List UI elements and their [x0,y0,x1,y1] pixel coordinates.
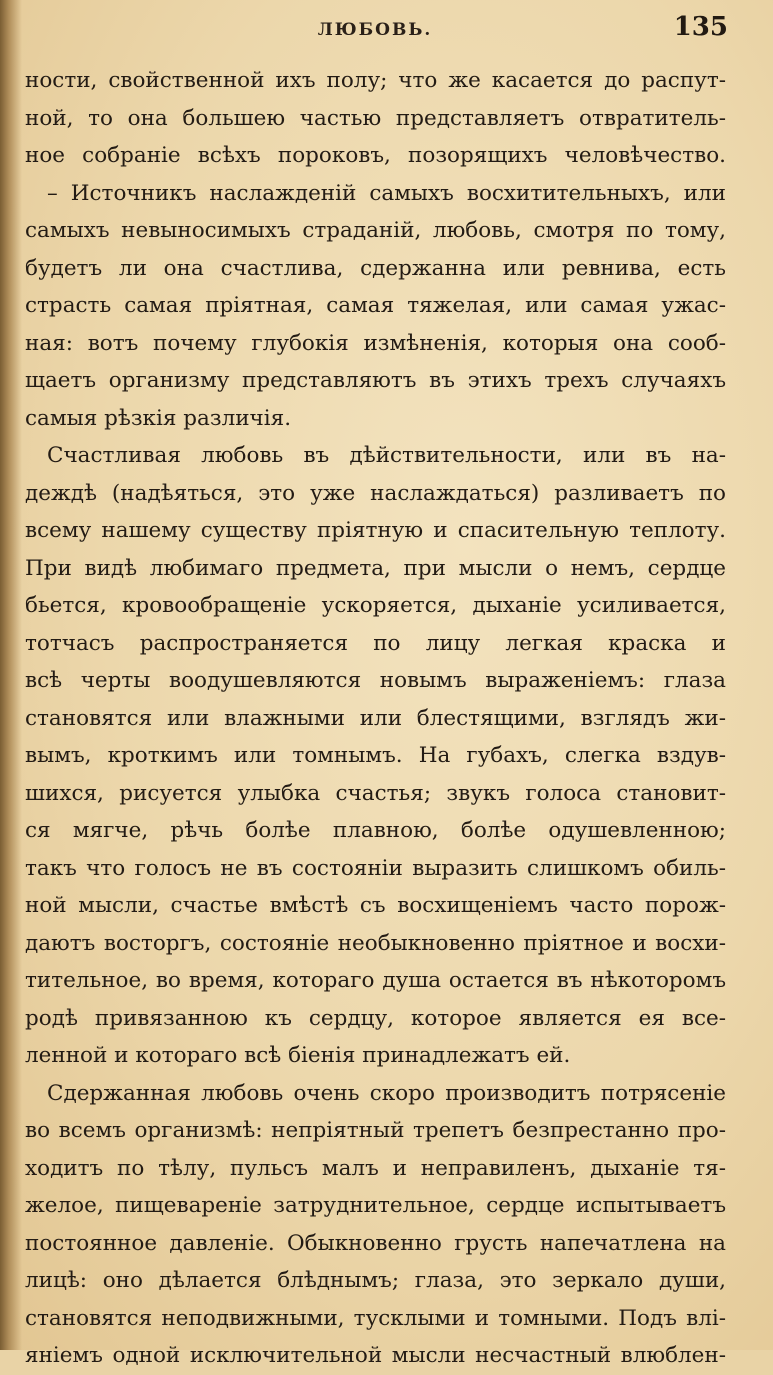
page-number: 135 [673,12,728,42]
text-line: ся мягче, рѣчь болѣе плавною, болѣе одушевленною; [25,818,726,843]
text-line: лицѣ: оно дѣлается блѣднымъ; глаза, это зеркало души, [25,1268,726,1293]
text-line: желое, пищевареніе затруднительное, сердце испытываетъ [25,1193,726,1218]
text-line: становятся неподвижными, тусклыми и томными. Подъ влі- [25,1305,726,1331]
text-line: родѣ привязанною къ сердцу, которое является ея все- [25,1005,726,1031]
text-line: Счастливая любовь въ дѣйствительности, или въ на- [47,443,726,468]
text-line: деждѣ (надѣяться, это уже наслаждаться) разливаетъ по [25,480,726,506]
text-line: – Источникъ наслажденій самыхъ восхитительныхъ, или [47,180,726,206]
text-line: страсть самая пріятная, самая тяжелая, или самая ужас- [25,293,726,318]
text-line: будетъ ли она счастлива, сдержанна или ревнива, есть [25,255,726,281]
text-line: ности, свойственной ихъ полу; что же касается до распут- [25,68,726,93]
text-line: постоянное давленіе. Обыкновенно грусть напечатлена на [25,1230,726,1256]
text-line: ное собраніе всѣхъ пороковъ, позорящихъ человѣчество. [25,143,726,168]
text-line: При видѣ любимаго предмета, при мысли о немъ, сердце [25,555,726,581]
text-line: тительное, во время, котораго душа остается въ нѣкоторомъ [25,968,726,993]
text-line: всему нашему существу пріятную и спасительную теплоту. [25,518,726,543]
text-line: вымъ, кроткимъ или томнымъ. На губахъ, слегка вздув- [25,743,726,768]
text-line: яніемъ одной исключительной мысли несчастный влюблен- [25,1343,726,1368]
body-text [25,62,726,1375]
page-gutter-shadow [0,0,22,1350]
text-line: тотчасъ распространяется по лицу легкая краска и [25,630,726,656]
text-line: ходитъ по тѣлу, пульсъ малъ и неправиленъ, дыханіе тя- [25,1155,726,1181]
text-line: самыя рѣзкія различія. [25,405,292,431]
text-line: во всемъ организмѣ: непріятный трепетъ безпрестанно про- [25,1118,726,1143]
text-line: шихся, рисуется улыбка счастья; звукъ голоса становит- [25,780,726,806]
text-line: ной мысли, счастье вмѣстѣ съ восхищеніемъ часто порож- [25,893,726,918]
text-line: такъ что голосъ не въ состояніи выразить слишкомъ обиль- [25,855,726,881]
text-line: самыхъ невыносимыхъ страданій, любовь, смотря по тому, [25,218,726,243]
text-line: даютъ восторгъ, состояніе необыкновенно пріятное и восхи- [25,930,726,956]
text-line: щаетъ организму представляютъ въ этихъ трехъ случаяхъ [25,368,726,393]
text-line: Сдержанная любовь очень скоро производитъ потрясеніе [47,1080,726,1106]
text-line: ная: вотъ почему глубокія измѣненія, которыя она сооб- [25,330,726,356]
text-line: бьется, кровообращеніе ускоряется, дыханіе усиливается, [25,593,726,618]
running-head [0,12,773,52]
text-line: всѣ черты воодушевляются новымъ выраженіемъ: глаза [25,668,726,693]
running-head-title: ЛЮБОВЬ. [317,20,433,40]
text-line: ленной и котораго всѣ біенія принадлежатъ ей. [25,1043,571,1068]
text-line: становятся или влажными или блестящими, взглядъ жи- [25,705,726,731]
text-line: ной, то она большею частью представляетъ отвратитель- [25,105,726,131]
